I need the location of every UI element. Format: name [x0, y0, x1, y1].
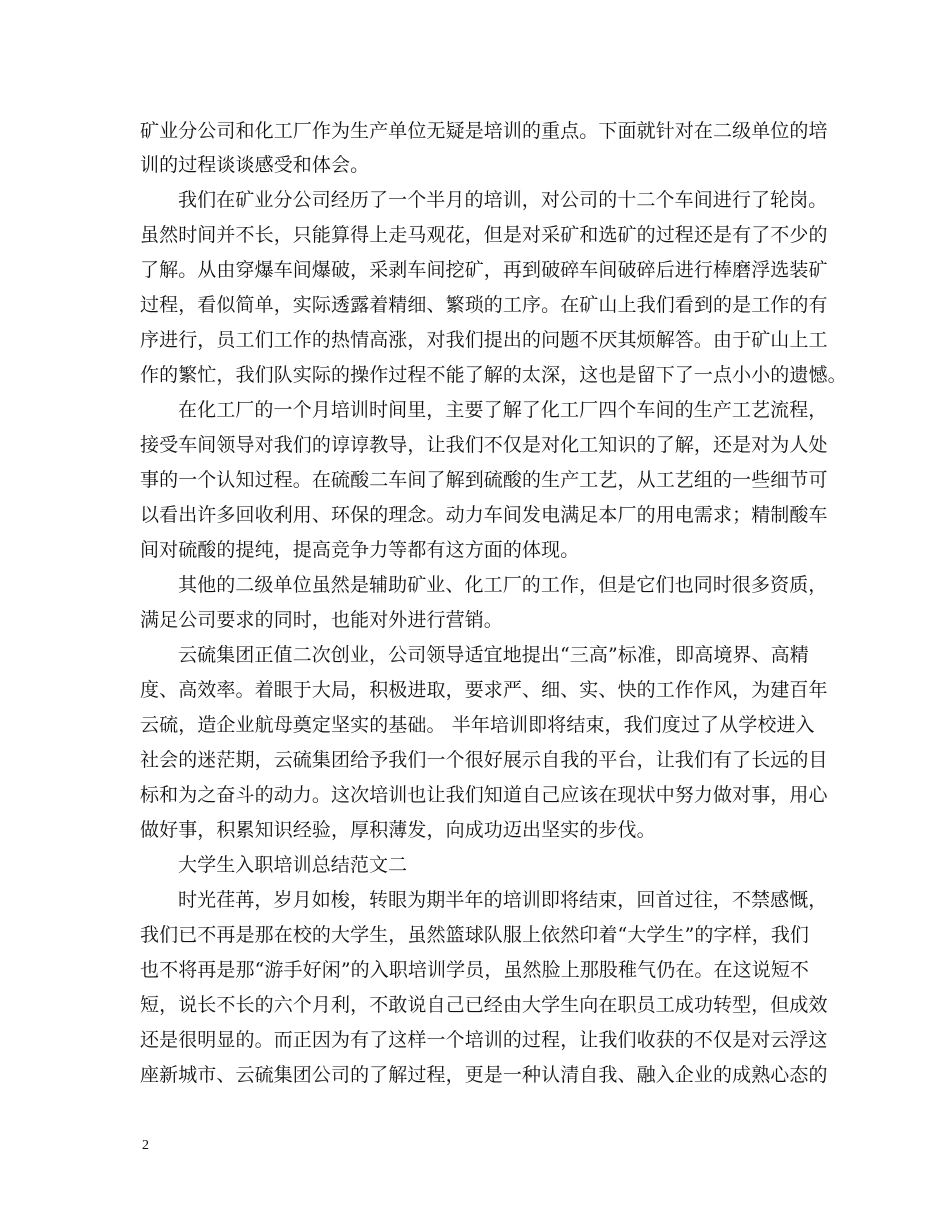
text-line: 事的一个认知过程。在硫酸二车间了解到硫酸的生产工艺，从工艺组的一些细节可: [140, 469, 828, 491]
text-line: 接受车间领导对我们的谆谆教导，让我们不仅是对化工知识的了解，还是对为人处: [140, 434, 828, 456]
text-line: 作的繁忙，我们队实际的操作过程不能了解的太深，这也是留下了一点小小的遗憾。: [140, 364, 847, 386]
text-line: 虽然时间并不长，只能算得上走马观花，但是对采矿和选矿的过程还是有了不少的: [140, 224, 828, 246]
text-line: 矿业分公司和化工厂作为生产单位无疑是培训的重点。下面就针对在二级单位的培: [140, 120, 828, 142]
text-line: 时光荏苒，岁月如梭，转眼为期半年的培训即将结束，回首过往，不禁感慨，: [178, 889, 828, 911]
text-line: 云硫，造企业航母奠定坚实的基础。 半年培训即将结束，我们度过了从学校进入: [140, 714, 815, 736]
text-line: 座新城市、云硫集团公司的了解过程，更是一种认清自我、融入企业的成熟心态的: [140, 1064, 828, 1086]
text-line: 序进行，员工们工作的热情高涨，对我们提出的问题不厌其烦解答。由于矿山上工: [140, 329, 828, 351]
text-line: 其他的二级单位虽然是辅助矿业、化工厂的工作，但是它们也同时很多资质，: [178, 574, 828, 596]
text-line: 以看出许多回收利用、环保的理念。动力车间发电满足本厂的用电需求；精制酸车: [140, 504, 828, 526]
text-line: 云硫集团正值二次创业，公司领导适宜地提出“三高”标准，即高境界、高精: [178, 644, 809, 666]
text-line: 我们已不再是那在校的大学生，虽然篮球队服上依然印着“大学生”的字样，我们: [140, 924, 810, 946]
text-line: 在化工厂的一个月培训时间里，主要了解了化工厂四个车间的生产工艺流程，: [178, 399, 828, 421]
text-line: 社会的迷茫期，云硫集团给予我们一个很好展示自我的平台，让我们有了长远的目: [140, 749, 828, 771]
page-number: 2: [142, 1138, 149, 1153]
text-line: 标和为之奋斗的动力。这次培训也让我们知道自己应该在现状中努力做对事，用心: [140, 784, 828, 806]
text-line: 训的过程谈谈感受和体会。: [140, 154, 370, 176]
text-line: 短，说长不长的六个月利，不敢说自己已经由大学生向在职员工成功转型，但成效: [140, 994, 828, 1016]
text-line: 满足公司要求的同时，也能对外进行营销。: [140, 609, 503, 631]
text-line: 了解。从由穿爆车间爆破，采剥车间挖矿，再到破碎车间破碎后进行棒磨浮选装矿: [140, 259, 828, 281]
text-line: 间对硫酸的提纯，提高竞争力等都有这方面的体现。: [140, 539, 580, 561]
text-line: 过程，看似简单，实际透露着精细、繁琐的工序。在矿山上我们看到的是工作的有: [140, 294, 828, 316]
text-line: 我们在矿业分公司经历了一个半月的培训，对公司的十二个车间进行了轮岗。: [178, 189, 828, 211]
section-heading: 大学生入职培训总结范文二: [178, 854, 408, 876]
text-line: 还是很明显的。而正因为有了这样一个培训的过程，让我们收获的不仅是对云浮这: [140, 1029, 828, 1051]
text-line: 做好事，积累知识经验，厚积薄发，向成功迈出坚实的步伐。: [140, 819, 656, 841]
text-line: 也不将再是那“游手好闲”的入职培训学员，虽然脸上那股稚气仍在。在这说短不: [140, 959, 810, 981]
text-line: 度、高效率。着眼于大局，积极进取，要求严、细、实、快的工作作风，为建百年: [140, 679, 828, 701]
